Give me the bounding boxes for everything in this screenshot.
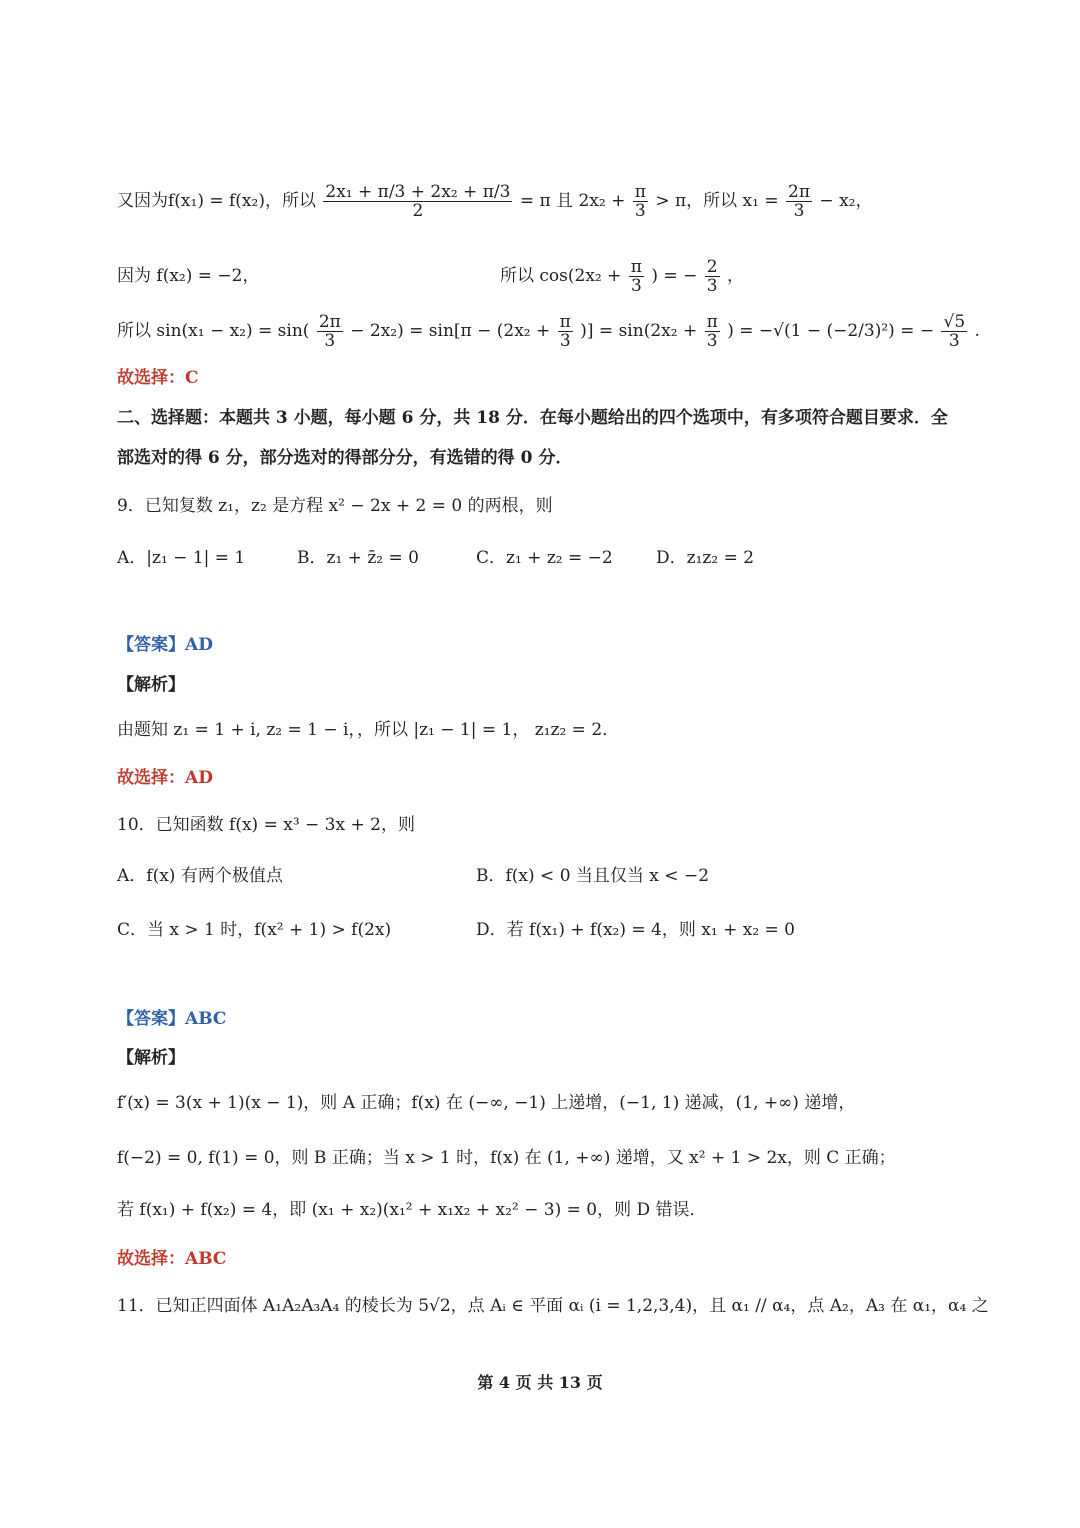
q10-option-c: C．当 x > 1 时，f(x² + 1) > f(2x) [117, 920, 392, 940]
solution-line-1: 又因为f(x₁) = f(x₂)，所以 $\frac{\text{2x₁ + π/3 + 2x₂ + π/3}}{2}$ = π 且 2x₂ + $\frac{\pi}{3}$ > π，所以 x₁ = $\frac{2\pi}{3}$ − x₂， [117, 182, 873, 221]
question-9: 9．已知复数 z₁，z₂ 是方程 x² − 2x + 2 = 0 的两根，则 [117, 496, 553, 516]
q10-option-b: B．f(x) < 0 当且仅当 x < −2 [476, 866, 710, 886]
question-11: 11．已知正四面体 A₁A₂A₃A₄ 的棱长为 5√2，点 Aᵢ ∈ 平面 αᵢ (i = 1,2,3,4)，且 α₁ // α₄，点 A₂，A₃ 在 α₁，α₄ 之 [117, 1296, 989, 1316]
question-10: 10．已知函数 f(x) = x³ − 3x + 2，则 [117, 815, 415, 835]
fraction-pi-3: $\frac{\pi}{3}$ [559, 312, 571, 351]
q9-answer: 【答案】AD [117, 635, 213, 655]
q10-selection: 故选择：ABC [117, 1249, 227, 1269]
fraction-pi-3: $\frac{\pi}{3}$ [630, 257, 642, 296]
q10-option-a: A．f(x) 有两个极值点 [117, 866, 283, 886]
q9-selection: 故选择：AD [117, 768, 213, 788]
q10-solution-2: f(−2) = 0, f(1) = 0，则 B 正确；当 x > 1 时，f(x) 在 (1, +∞) 递增，又 x² + 1 > 2x，则 C 正确； [117, 1148, 896, 1168]
answer-q8: 故选择：C [117, 368, 199, 388]
q9-option-d: D．z₁z₂ = 2 [656, 548, 755, 568]
fraction-2pi-3: $\frac{2\pi}{3}$ [318, 312, 341, 351]
q10-answer: 【答案】ABC [117, 1009, 227, 1029]
q9-solution: 由题知 z₁ = 1 + i, z₂ = 1 − i，，所以 |z₁ − 1| = 1， z₁z₂ = 2． [117, 720, 620, 740]
fraction-avg: $\frac{\text{2x₁ + π/3 + 2x₂ + π/3}}{2}$ [325, 182, 511, 221]
fraction-pi-3: $\frac{\pi}{3}$ [634, 182, 646, 221]
solution-line-3: 所以 sin(x₁ − x₂) = sin( $\frac{2\pi}{3}$ − 2x₂) = sin[π − (2x₂ + $\frac{\pi}{3}$ )] = sin(2x₂ + $\frac{\pi}{3}$ ) = −√(1 − (−2/3)²) = − $\frac{√5}{3}$ . [117, 312, 980, 351]
fraction-sqrt5-3: $\frac{√5}{3}$ [943, 312, 966, 351]
solution-line-2a: 因为 f(x₂) = −2， [117, 266, 260, 286]
q10-analysis-label: 【解析】 [117, 1048, 185, 1068]
q9-option-c: C．z₁ + z₂ = −2 [476, 548, 613, 568]
q10-solution-3: 若 f(x₁) + f(x₂) = 4，即 (x₁ + x₂)(x₁² + x₁x₂ + x₂² − 3) = 0，则 D 错误． [117, 1200, 707, 1220]
fraction-2-3: $\frac{2}{3}$ [706, 257, 718, 296]
q10-solution-1: f′(x) = 3(x + 1)(x − 1)，则 A 正确；f(x) 在 (−∞, −1) 上递增，(−1, 1) 递减，(1, +∞) 递增， [117, 1093, 856, 1113]
solution-line-2b: 所以 cos(2x₂ + $\frac{\pi}{3}$ ) = − $\frac{2}{3}$ ， [500, 257, 744, 296]
q10-option-d: D．若 f(x₁) + f(x₂) = 4，则 x₁ + x₂ = 0 [476, 920, 795, 940]
section-2-heading-line2: 部选对的得 6 分，部分选对的得部分分，有选错的得 0 分． [117, 448, 573, 468]
q9-analysis-label: 【解析】 [117, 675, 185, 695]
page-footer: 第 4 页 共 13 页 [477, 1373, 603, 1392]
fraction-2pi-3: $\frac{2\pi}{3}$ [788, 182, 811, 221]
q9-option-a: A．|z₁ − 1| = 1 [117, 548, 246, 568]
q9-option-b: B．z₁ + z̄₂ = 0 [297, 548, 419, 568]
fraction-pi-3: $\frac{\pi}{3}$ [706, 312, 718, 351]
section-2-heading-line1: 二、选择题：本题共 3 小题，每小题 6 分，共 18 分．在每小题给出的四个选项中，有多项符合题目要求．全 [117, 408, 948, 428]
